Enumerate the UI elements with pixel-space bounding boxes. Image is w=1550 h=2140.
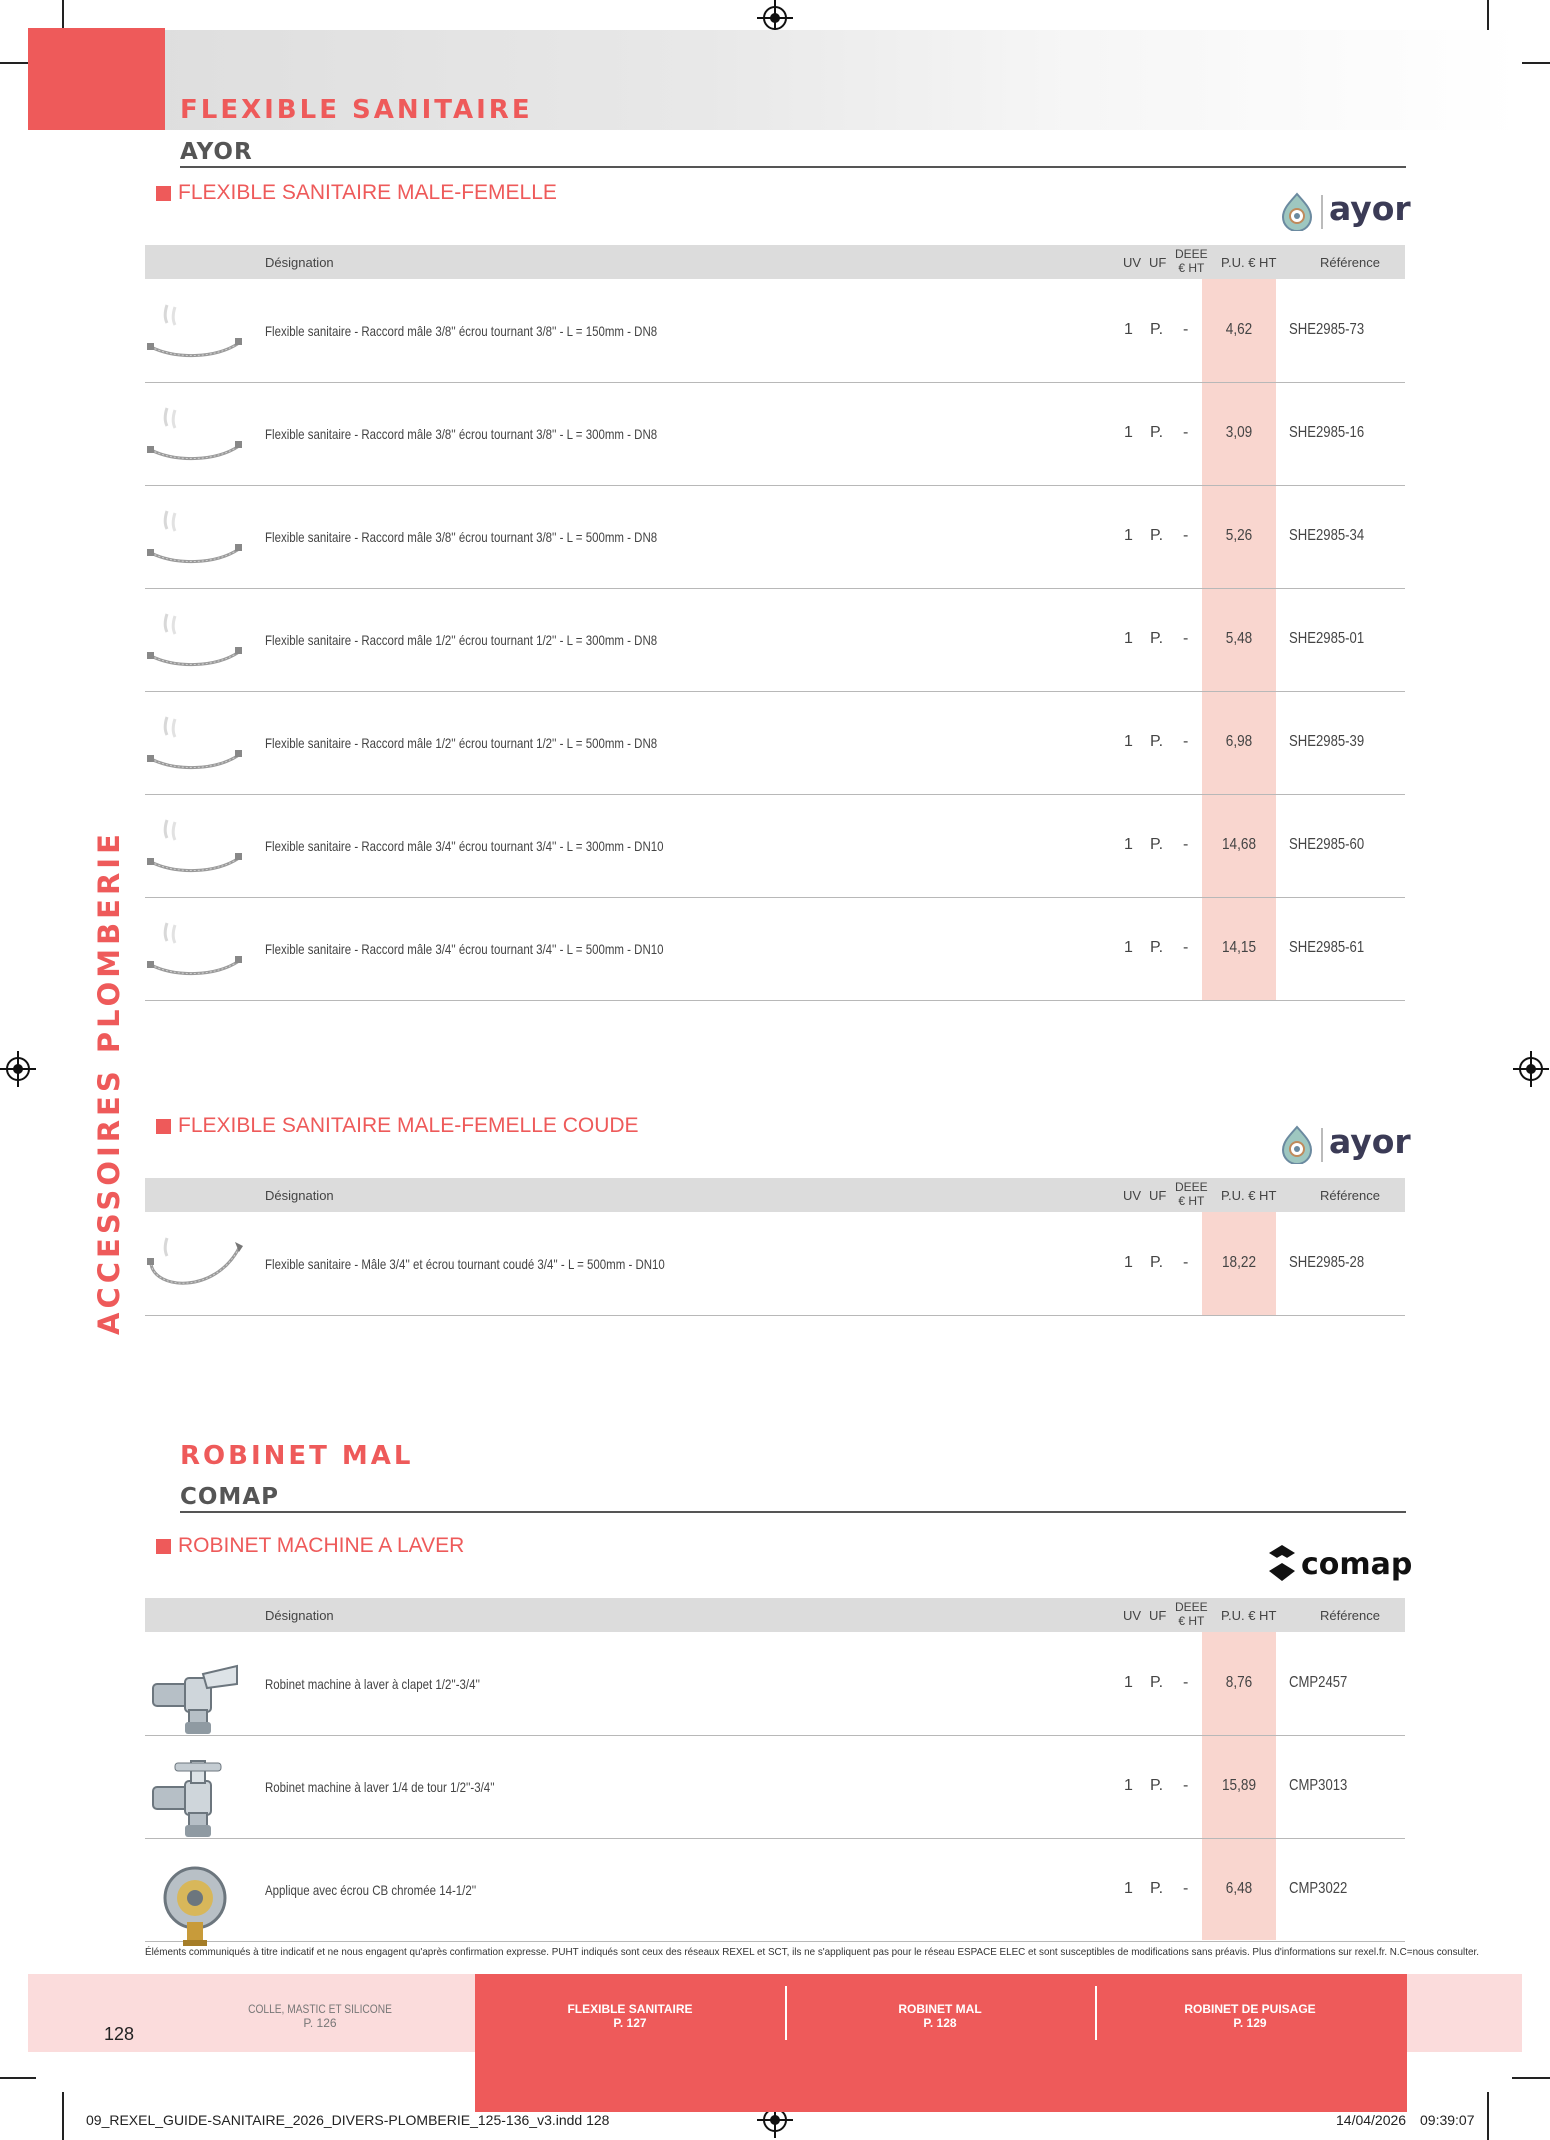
designation-cell: Flexible sanitaire - Raccord mâle 1/2'' écrou tournant 1/2'' - L = 500mm - DN8 — [265, 734, 658, 751]
designation-cell: Robinet machine à laver à clapet 1/2''-3/4'' — [265, 1675, 480, 1692]
designation-cell: Flexible sanitaire - Raccord mâle 3/8'' écrou tournant 3/8'' - L = 150mm - DN8 — [265, 322, 658, 339]
section-title: ROBINET MAL — [180, 1441, 414, 1471]
uf-cell: P. — [1150, 1776, 1164, 1794]
col-deee-line2: € HT — [1178, 1614, 1205, 1628]
table-row — [145, 485, 1405, 589]
comap-logo-icon — [1267, 1543, 1297, 1583]
reference-cell: CMP3022 — [1289, 1879, 1348, 1897]
col-uv: UV — [1123, 1188, 1142, 1203]
crop-mark — [1512, 2077, 1550, 2079]
uv-cell: 1 — [1124, 1879, 1133, 1897]
col-designation: Désignation — [265, 1608, 334, 1623]
deee-cell: - — [1183, 1253, 1189, 1271]
price-cell: 14,68 — [1221, 835, 1257, 853]
ayor-logo-text: ayor — [1329, 1122, 1411, 1161]
product-image — [145, 1234, 245, 1297]
product-image — [145, 1757, 245, 1850]
col-uv: UV — [1123, 1608, 1142, 1623]
uf-cell: P. — [1150, 835, 1164, 853]
divider — [180, 1511, 1406, 1513]
reference-cell: SHE2985-73 — [1289, 320, 1365, 338]
price-cell: 15,89 — [1221, 1776, 1257, 1794]
subtitle-bullet — [156, 186, 171, 201]
uv-cell: 1 — [1124, 629, 1133, 647]
uf-cell: P. — [1150, 938, 1164, 956]
side-category-label: ACCESSOIRES PLOMBERIE — [92, 830, 126, 1335]
uv-cell: 1 — [1124, 1776, 1133, 1794]
disclaimer-footnote: Éléments communiqués à titre indicatif et ne nous engagent qu'après confirmation expresse. PUHT indiqués sont ceux des réseaux REXEL et SCT, ils ne s'appliquent pas pour le réseau ESPACE ELEC et sont susceptibles de modifications sans préavis. Plus d'informations sur rexel.fr. N.C=nous consulter. — [145, 1946, 1479, 1958]
col-uf: UF — [1149, 1608, 1167, 1623]
footer-nav-page: P. 127 — [613, 2016, 647, 2030]
col-deee-line2: € HT — [1178, 261, 1205, 275]
product-image — [145, 404, 245, 467]
reference-cell: CMP2457 — [1289, 1673, 1348, 1691]
crop-mark — [1487, 2092, 1489, 2140]
product-image — [145, 713, 245, 776]
crop-mark — [62, 2092, 64, 2140]
uf-cell: P. — [1150, 1673, 1164, 1691]
col-reference: Référence — [1320, 255, 1380, 270]
uv-cell: 1 — [1124, 938, 1133, 956]
table-row — [145, 691, 1405, 795]
product-image — [145, 816, 245, 879]
reference-cell: SHE2985-01 — [1289, 629, 1365, 647]
deee-cell: - — [1183, 732, 1189, 750]
table-row — [145, 588, 1405, 692]
header-accent-block — [28, 28, 165, 130]
table-row — [145, 897, 1405, 1001]
reference-cell: SHE2985-28 — [1289, 1253, 1365, 1271]
col-reference: Référence — [1320, 1188, 1380, 1203]
deee-cell: - — [1183, 938, 1189, 956]
uv-cell: 1 — [1124, 835, 1133, 853]
reference-cell: SHE2985-60 — [1289, 835, 1365, 853]
section-title: FLEXIBLE SANITAIRE — [180, 95, 533, 125]
designation-cell: Flexible sanitaire - Raccord mâle 1/2'' écrou tournant 1/2'' - L = 300mm - DN8 — [265, 631, 658, 648]
reference-cell: SHE2985-16 — [1289, 423, 1365, 441]
col-deee — [1175, 247, 1208, 275]
footer-nav-robinet-puisage[interactable] — [1130, 2002, 1370, 2030]
uf-cell: P. — [1150, 423, 1164, 441]
deee-cell: - — [1183, 423, 1189, 441]
footer-nav-page: P. 128 — [923, 2016, 957, 2030]
product-image — [145, 919, 245, 982]
product-image — [145, 1860, 245, 1953]
footer-nav-page: P. 129 — [1233, 2016, 1267, 2030]
footer-nav-label: COLLE, MASTIC ET SILICONE — [248, 2002, 392, 2016]
footer-nav-separator — [1095, 1986, 1097, 2040]
footer-nav-separator — [785, 1986, 787, 2040]
table-header — [145, 1178, 1405, 1212]
deee-cell: - — [1183, 526, 1189, 544]
col-uv: UV — [1123, 255, 1142, 270]
col-deee — [1175, 1600, 1208, 1628]
reference-cell: SHE2985-61 — [1289, 938, 1365, 956]
comap-logo-text: comap — [1301, 1547, 1413, 1582]
footer-nav-label: ROBINET DE PUISAGE — [1184, 2002, 1316, 2016]
table-row — [145, 1735, 1405, 1839]
reference-cell: CMP3013 — [1289, 1776, 1348, 1794]
product-image — [145, 610, 245, 673]
uf-cell: P. — [1150, 1253, 1164, 1271]
deee-cell: - — [1183, 1879, 1189, 1897]
designation-cell: Applique avec écrou CB chromée 14-1/2'' — [265, 1881, 477, 1898]
ayor-logo-text: ayor — [1329, 189, 1411, 228]
table-row — [145, 1632, 1405, 1736]
registration-mark-icon — [763, 6, 787, 30]
footer-nav-flexible-sanitaire[interactable] — [510, 2002, 750, 2030]
col-designation: Désignation — [265, 255, 334, 270]
col-uf: UF — [1149, 1188, 1167, 1203]
price-cell: 4,62 — [1225, 320, 1253, 338]
price-cell: 5,48 — [1225, 629, 1253, 647]
deee-cell: - — [1183, 320, 1189, 338]
price-cell: 8,76 — [1225, 1673, 1253, 1691]
designation-cell: Flexible sanitaire - Mâle 3/4'' et écrou tournant coudé 3/4'' - L = 500mm - DN10 — [265, 1255, 665, 1272]
footer-nav-label: ROBINET MAL — [898, 2002, 982, 2016]
col-deee-line2: € HT — [1178, 1194, 1205, 1208]
footer-nav-colle-mastic[interactable] — [200, 2002, 440, 2030]
ayor-logo — [1277, 1124, 1317, 1169]
deee-cell: - — [1183, 1776, 1189, 1794]
subtitle-bullet — [156, 1119, 171, 1134]
deee-cell: - — [1183, 629, 1189, 647]
price-cell: 14,15 — [1221, 938, 1257, 956]
uf-cell: P. — [1150, 732, 1164, 750]
table-row — [145, 1212, 1405, 1316]
price-cell: 18,22 — [1221, 1253, 1257, 1271]
uv-cell: 1 — [1124, 1673, 1133, 1691]
footer-nav-active-bg — [475, 1974, 1407, 2112]
col-reference: Référence — [1320, 1608, 1380, 1623]
footer-nav-page: P. 126 — [303, 2016, 337, 2030]
col-price: P.U. € HT — [1221, 1608, 1277, 1623]
uv-cell: 1 — [1124, 1253, 1133, 1271]
product-image — [145, 1654, 245, 1747]
col-deee-line1: DEEE — [1175, 1180, 1208, 1194]
col-price: P.U. € HT — [1221, 1188, 1277, 1203]
col-price: P.U. € HT — [1221, 255, 1277, 270]
deee-cell: - — [1183, 1673, 1189, 1691]
ayor-logo-icon — [1277, 1124, 1317, 1164]
crop-mark — [0, 2077, 36, 2079]
table-row — [145, 794, 1405, 898]
uv-cell: 1 — [1124, 320, 1133, 338]
uf-cell: P. — [1150, 526, 1164, 544]
col-deee-line1: DEEE — [1175, 247, 1208, 261]
product-image — [145, 301, 245, 364]
ayor-logo — [1277, 191, 1317, 236]
comap-logo — [1267, 1543, 1297, 1588]
table-row — [145, 1838, 1405, 1942]
table-row — [145, 279, 1405, 383]
reference-cell: SHE2985-34 — [1289, 526, 1365, 544]
price-cell: 6,98 — [1225, 732, 1253, 750]
divider — [180, 166, 1406, 168]
page-number: 128 — [104, 2024, 135, 2044]
registration-mark-icon — [1519, 1057, 1543, 1081]
price-cell: 5,26 — [1225, 526, 1253, 544]
slug-time: 09:39:07 — [1420, 2112, 1475, 2128]
file-slug: 09_REXEL_GUIDE-SANITAIRE_2026_DIVERS-PLOMBERIE_125-136_v3.indd 128 — [86, 2112, 610, 2128]
subtitle-flexible-male-femelle: FLEXIBLE SANITAIRE MALE-FEMELLE — [178, 181, 557, 204]
registration-mark-icon — [6, 1057, 30, 1081]
col-deee-line1: DEEE — [1175, 1600, 1208, 1614]
subtitle-flexible-coude: FLEXIBLE SANITAIRE MALE-FEMELLE COUDE — [178, 1114, 639, 1137]
reference-cell: SHE2985-39 — [1289, 732, 1365, 750]
uv-cell: 1 — [1124, 423, 1133, 441]
footer-nav-label: FLEXIBLE SANITAIRE — [567, 2002, 693, 2016]
uv-cell: 1 — [1124, 732, 1133, 750]
product-image — [145, 507, 245, 570]
table-header — [145, 1598, 1405, 1632]
price-cell: 6,48 — [1225, 1879, 1253, 1897]
designation-cell: Flexible sanitaire - Raccord mâle 3/4'' écrou tournant 3/4'' - L = 300mm - DN10 — [265, 837, 664, 854]
uf-cell: P. — [1150, 1879, 1164, 1897]
logo-separator — [1321, 195, 1323, 229]
uf-cell: P. — [1150, 629, 1164, 647]
subtitle-robinet-machine: ROBINET MACHINE A LAVER — [178, 1534, 465, 1557]
col-designation: Désignation — [265, 1188, 334, 1203]
table-row — [145, 382, 1405, 486]
brand-title: COMAP — [180, 1484, 279, 1510]
designation-cell: Flexible sanitaire - Raccord mâle 3/4'' écrou tournant 3/4'' - L = 500mm - DN10 — [265, 940, 664, 957]
designation-cell: Robinet machine à laver 1/4 de tour 1/2''-3/4'' — [265, 1778, 495, 1795]
designation-cell: Flexible sanitaire - Raccord mâle 3/8'' écrou tournant 3/8'' - L = 500mm - DN8 — [265, 528, 658, 545]
footer-nav-robinet-mal[interactable] — [820, 2002, 1060, 2030]
col-uf: UF — [1149, 255, 1167, 270]
price-cell: 3,09 — [1225, 423, 1253, 441]
logo-separator — [1321, 1128, 1323, 1162]
slug-date: 14/04/2026 — [1336, 2112, 1407, 2128]
col-deee — [1175, 1180, 1208, 1208]
brand-title: AYOR — [180, 139, 253, 165]
subtitle-bullet — [156, 1539, 171, 1554]
table-header — [145, 245, 1405, 279]
uv-cell: 1 — [1124, 526, 1133, 544]
deee-cell: - — [1183, 835, 1189, 853]
designation-cell: Flexible sanitaire - Raccord mâle 3/8'' écrou tournant 3/8'' - L = 300mm - DN8 — [265, 425, 658, 442]
ayor-logo-icon — [1277, 191, 1317, 231]
uf-cell: P. — [1150, 320, 1164, 338]
